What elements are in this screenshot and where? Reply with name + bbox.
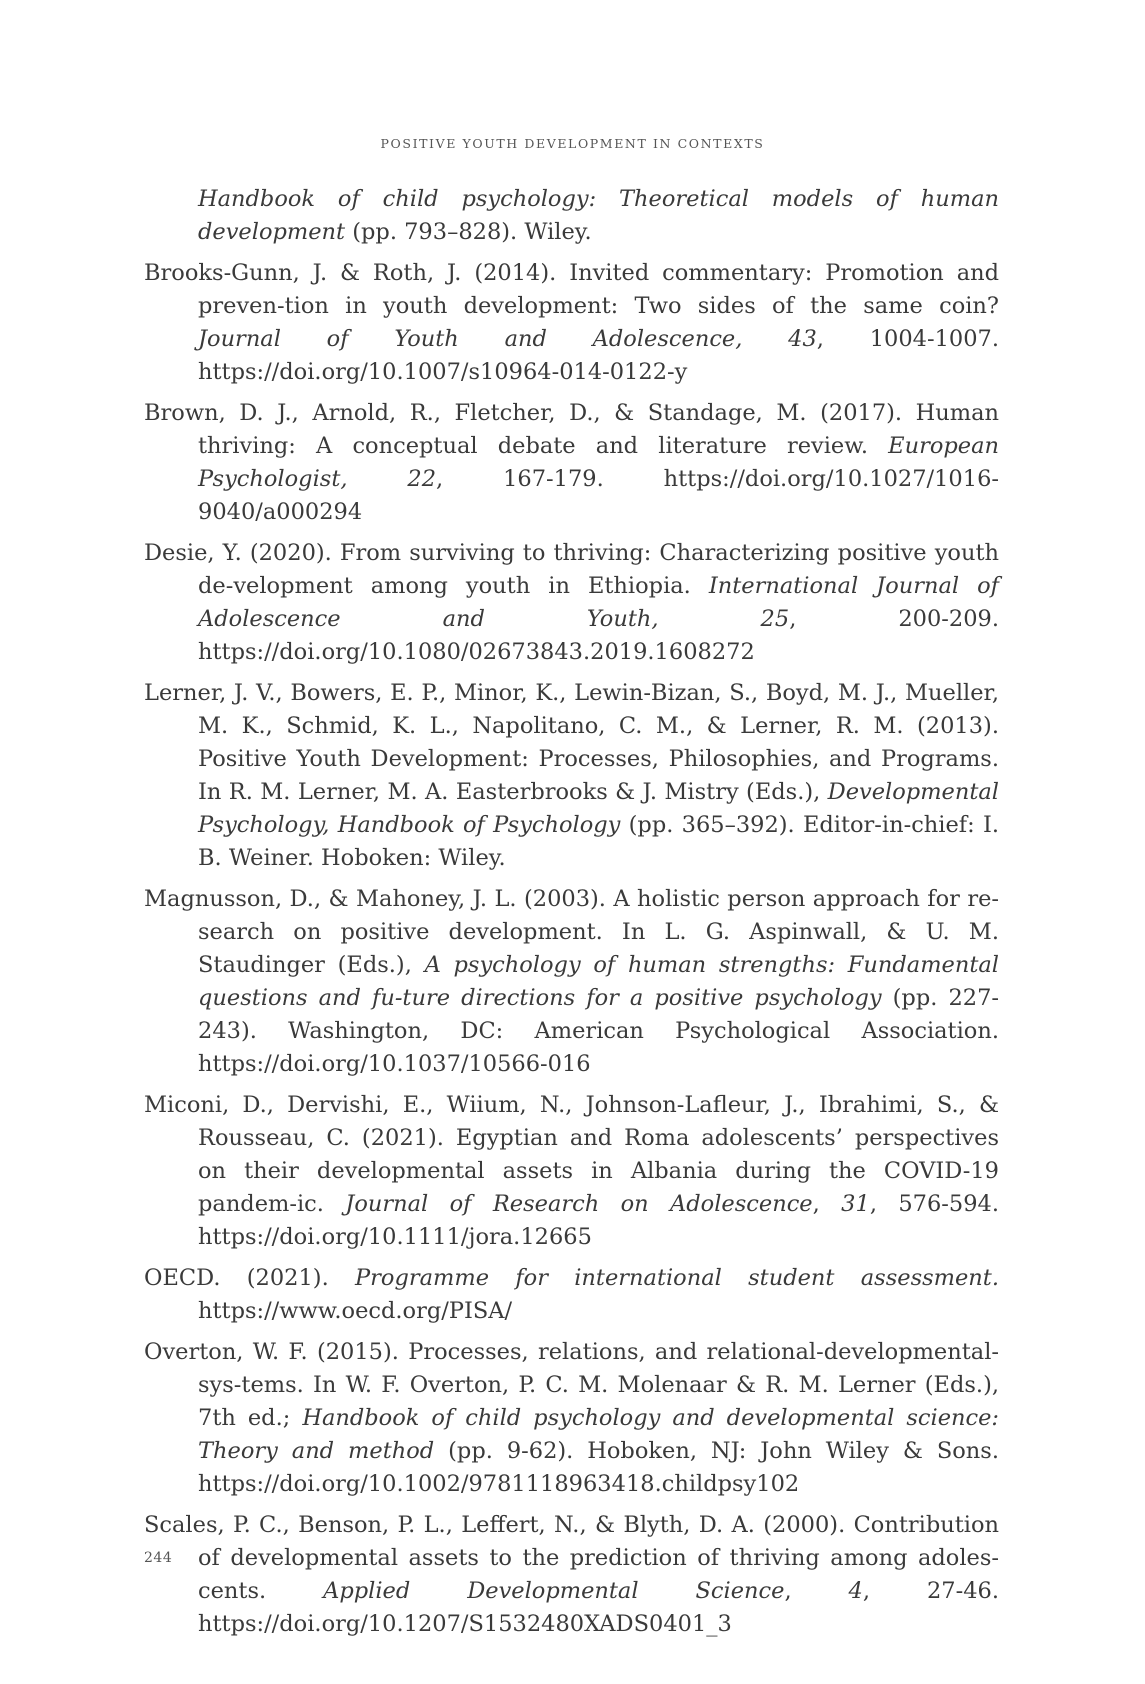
reference-text: (pp. 9-62). Hoboken, NJ: John Wiley & Sons. https://doi.org/10.1002/9781118963418.childpsy102 — [198, 1438, 999, 1497]
reference-title-italic: A psychology of human strengths: Fundamental questions and fu-ture directions for a positive psychology — [198, 952, 999, 1011]
reference-text: (pp. 793–828). Wiley. — [345, 219, 592, 245]
reference-text: Scales, P. C., Benson, P. L., Leffert, N., & Blyth, D. A. (2000). Contribution of developmental assets to the prediction of thriving among adoles-cents. — [144, 1512, 999, 1604]
reference-entry — [144, 883, 999, 1081]
reference-title-italic: 4 — [848, 1578, 863, 1604]
reference-title-italic: International Journal of Adolescence and Youth, 25 — [198, 573, 999, 632]
reference-title-italic: Journal of Youth and Adolescence, 43 — [198, 326, 817, 352]
reference-text: , — [784, 1578, 849, 1604]
reference-title-italic: Programme for international student assessment. — [355, 1265, 999, 1291]
reference-text: https://www.oecd.org/PISA/ — [198, 1298, 513, 1324]
reference-title-italic: 31 — [841, 1191, 870, 1217]
reference-text: Desie, Y. (2020). From surviving to thriving: Characterizing positive youth de-velopment among youth in Ethiopia. — [144, 540, 999, 599]
reference-entry — [144, 1262, 999, 1328]
reference-text: , 1004-1007. https://doi.org/10.1007/s10964-014-0122-y — [198, 326, 999, 385]
page-number: 244 — [144, 1550, 173, 1566]
reference-entry-continued — [144, 183, 999, 249]
reference-entry — [144, 537, 999, 669]
reference-text: (pp. 227-243). Washington, DC: American Psychological Association. https://doi.org/10.1037/10566-016 — [198, 985, 999, 1077]
reference-entry — [144, 677, 999, 875]
reference-text: Brown, D. J., Arnold, R., Fletcher, D., & Standage, M. (2017). Human thriving: A conceptual debate and literature review. — [144, 400, 999, 459]
reference-title-italic: Handbook of child psychology: Theoretical models of human development — [198, 186, 999, 245]
reference-text: , 576-594. https://doi.org/10.1111/jora.12665 — [198, 1191, 999, 1250]
reference-title-italic: European Psychologist, 22 — [198, 433, 999, 492]
reference-list — [144, 183, 999, 1649]
reference-text: Overton, W. F. (2015). Processes, relations, and relational-developmental-sys-tems. In W. F. Overton, P. C. M. Molenaar & R. M. Lerner (Eds.), 7th ed.; — [144, 1339, 999, 1431]
reference-text: , — [812, 1191, 842, 1217]
reference-text: (pp. 365–392). Editor-in-chief: I. B. Weiner. Hoboken: Wiley. — [198, 812, 999, 871]
reference-entry — [144, 1509, 999, 1641]
reference-title-italic: Handbook of child psychology and developmental science: Theory and method — [198, 1405, 1000, 1464]
reference-entry — [144, 257, 999, 389]
reference-text: , 167-179. https://doi.org/10.1027/1016-9040/a000294 — [198, 466, 999, 525]
reference-text: Lerner, J. V., Bowers, E. P., Minor, K., Lewin-Bizan, S., Boyd, M. J., Mueller, M. K., Schmid, K. L., Napolitano, C. M., & Lerner, R. M. (2013). Positive Youth Development: Processes, Philosophies, and Programs. In R. M. Lerner, M. A. Easterbrooks & J. Mistry (Eds.), — [144, 680, 999, 805]
reference-text: Miconi, D., Dervishi, E., Wiium, N., Johnson-Lafleur, J., Ibrahimi, S., & Rousseau, C. (2021). Egyptian and Roma adolescents’ perspectives on their developmental assets in Albania during the COVID-19 pandem-ic. — [144, 1092, 999, 1217]
reference-title-italic: Applied Developmental Science — [323, 1578, 785, 1604]
reference-text: , 200-209. https://doi.org/10.1080/02673843.2019.1608272 — [198, 606, 999, 665]
reference-entry — [144, 397, 999, 529]
reference-entry — [144, 1089, 999, 1254]
running-header: POSITIVE YOUTH DEVELOPMENT IN CONTEXTS — [380, 136, 765, 151]
reference-title-italic: Developmental Psychology, Handbook of Psychology — [198, 779, 999, 838]
reference-text: OECD. (2021). — [144, 1265, 356, 1291]
reference-entry — [144, 1336, 999, 1501]
reference-text: Magnusson, D., & Mahoney, J. L. (2003). A holistic person approach for re-search on positive development. In L. G. Aspinwall, & U. M. Staudinger (Eds.), — [144, 886, 999, 978]
reference-text: , 27-46. https://doi.org/10.1207/S1532480XADS0401_3 — [198, 1578, 999, 1637]
reference-text: Brooks-Gunn, J. & Roth, J. (2014). Invited commentary: Promotion and preven-tion in youth development: Two sides of the same coin? — [144, 260, 999, 319]
reference-title-italic: Journal of Research on Adolescence — [345, 1191, 813, 1217]
